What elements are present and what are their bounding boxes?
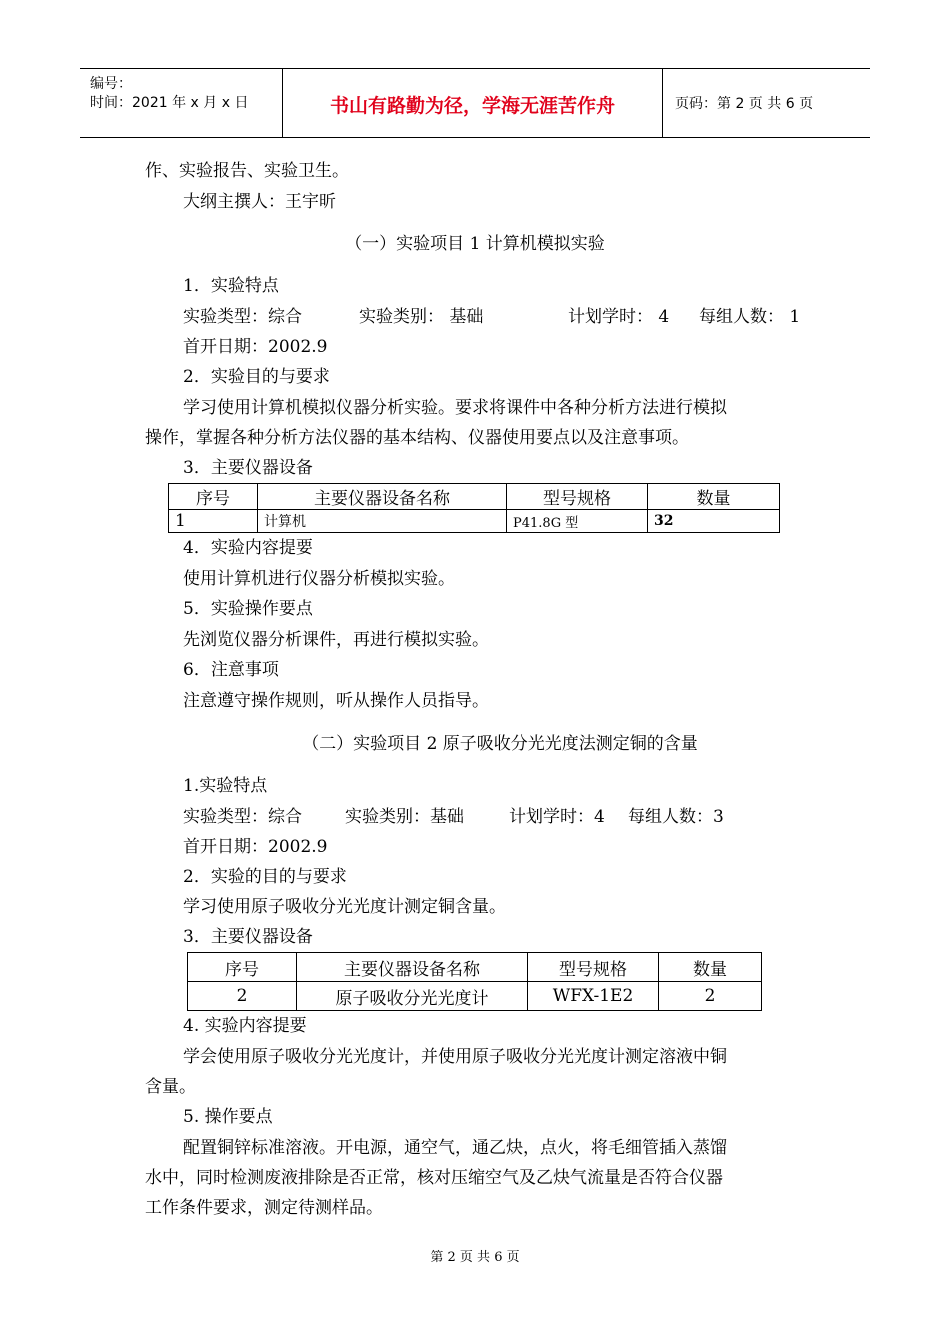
number-label: 编号： bbox=[90, 76, 132, 92]
exp2-section-ops: 5. 操作要点 bbox=[183, 1107, 273, 1127]
exp2-type: 实验类型：综合 bbox=[183, 807, 302, 827]
exp1-purpose-line1: 学习使用计算机模拟仪器分析实验。要求将课件中各种分析方法进行模拟 bbox=[183, 398, 727, 418]
table-row bbox=[169, 510, 780, 533]
exp2-content-line2: 含量。 bbox=[145, 1077, 196, 1097]
intro-line: 作、实验报告、实验卫生。 bbox=[145, 161, 349, 181]
exp1-date: 首开日期：2002.9 bbox=[183, 337, 328, 357]
exp2-section-content: 4. 实验内容提要 bbox=[183, 1016, 307, 1036]
exp1-type: 实验类型：综合 bbox=[183, 307, 302, 327]
exp2-purpose: 学习使用原子吸收分光光度计测定铜含量。 bbox=[183, 897, 506, 917]
exp1-section-features: 1．实验特点 bbox=[183, 276, 279, 296]
exp1-section-ops: 5．实验操作要点 bbox=[183, 599, 313, 619]
exp2-date: 首开日期：2002.9 bbox=[183, 837, 328, 857]
table-row bbox=[188, 982, 762, 1011]
cell-quantity: 32 bbox=[648, 510, 780, 533]
cell-model: P41.8G 型 bbox=[507, 510, 648, 533]
cell-name: 计算机 bbox=[258, 510, 507, 533]
exp1-section-equipment: 3．主要仪器设备 bbox=[183, 458, 313, 478]
exp2-title: （二）实验项目 2 原子吸收分光光度法测定铜的含量 bbox=[302, 734, 698, 754]
cell-model: WFX-1E2 bbox=[528, 982, 659, 1011]
exp2-ops-line2: 水中，同时检测废液排除是否正常，核对压缩空气及乙炔气流量是否符合仪器 bbox=[145, 1168, 723, 1188]
table-header-row bbox=[188, 953, 762, 982]
page-footer: 第 2 页 共 6 页 bbox=[430, 1250, 520, 1265]
exp1-section-purpose: 2．实验目的与要求 bbox=[183, 367, 330, 387]
exp2-ops-line3: 工作条件要求，测定待测样品。 bbox=[145, 1198, 383, 1218]
exp2-category: 实验类别：基础 bbox=[345, 807, 464, 827]
exp1-notes: 注意遵守操作规则，听从操作人员指导。 bbox=[183, 691, 489, 711]
exp1-section-content: 4．实验内容提要 bbox=[183, 538, 313, 558]
exp1-group: 每组人数： 1 bbox=[699, 307, 801, 327]
exp2-hours: 计划学时：4 bbox=[509, 807, 605, 827]
col-header-name: 主要仪器设备名称 bbox=[258, 484, 507, 510]
header-meta-cell bbox=[80, 69, 283, 137]
exp2-content-line1: 学会使用原子吸收分光光度计，并使用原子吸收分光光度计测定溶液中铜 bbox=[183, 1047, 727, 1067]
exp1-ops: 先浏览仪器分析课件，再进行模拟实验。 bbox=[183, 630, 489, 650]
cell-index: 1 bbox=[169, 510, 258, 533]
exp2-group: 每组人数：3 bbox=[628, 807, 724, 827]
time-label: 时间：2021 年 x 月 x 日 bbox=[90, 95, 249, 111]
exp1-hours: 计划学时： 4 bbox=[568, 307, 670, 327]
exp1-purpose-line2: 操作，掌握各种分析方法仪器的基本结构、仪器使用要点以及注意事项。 bbox=[145, 428, 689, 448]
header-page-label: 页码：第 2 页 共 6 页 bbox=[675, 96, 814, 112]
col-header-quantity: 数量 bbox=[648, 484, 780, 510]
col-header-index: 序号 bbox=[188, 953, 297, 982]
exp1-section-notes: 6．注意事项 bbox=[183, 660, 279, 680]
cell-index: 2 bbox=[188, 982, 297, 1011]
exp1-title: （一）实验项目 1 计算机模拟实验 bbox=[345, 234, 605, 254]
col-header-index: 序号 bbox=[169, 484, 258, 510]
exp1-content: 使用计算机进行仪器分析模拟实验。 bbox=[183, 569, 455, 589]
col-header-model: 型号规格 bbox=[528, 953, 659, 982]
exp2-section-features: 1.实验特点 bbox=[183, 776, 268, 796]
exp1-category: 实验类别： 基础 bbox=[359, 307, 484, 327]
col-header-model: 型号规格 bbox=[507, 484, 648, 510]
header-motto-cell bbox=[283, 69, 663, 137]
cell-name: 原子吸收分光光度计 bbox=[297, 982, 528, 1011]
col-header-quantity: 数量 bbox=[659, 953, 762, 982]
table-header-row bbox=[169, 484, 780, 510]
author-line: 大纲主撰人：王宇昕 bbox=[183, 192, 336, 212]
exp2-ops-line1: 配置铜锌标准溶液。开电源，通空气，通乙炔，点火，将毛细管插入蒸馏 bbox=[183, 1138, 727, 1158]
col-header-name: 主要仪器设备名称 bbox=[297, 953, 528, 982]
exp2-equipment-table bbox=[187, 952, 762, 1011]
exp1-equipment-table bbox=[168, 483, 780, 533]
exp2-section-equipment: 3．主要仪器设备 bbox=[183, 927, 313, 947]
motto: 书山有路勤为径，学海无涯苦作舟 bbox=[329, 95, 615, 117]
page-header bbox=[80, 68, 870, 138]
exp2-section-purpose: 2．实验的目的与要求 bbox=[183, 867, 347, 887]
cell-quantity: 2 bbox=[659, 982, 762, 1011]
